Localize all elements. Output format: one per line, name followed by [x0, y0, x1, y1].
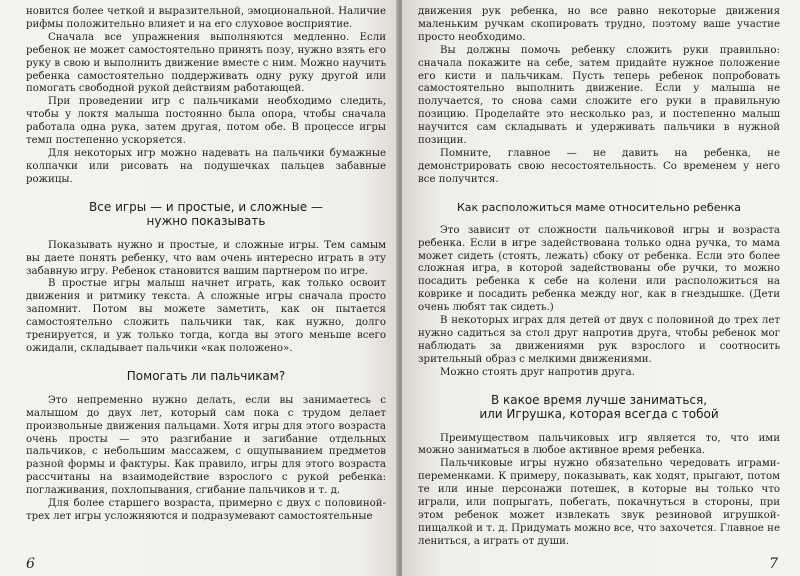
page-number: 7	[769, 556, 778, 572]
paragraph: Это непременно нужно делать, если вы занимаетесь с малышом до двух лет, который сам пока с трудом делает произвольные движения пальцами. Хотя игры для этого возраста очень просты — это разгибание и загибание отдельных пальчиков, с небольшим массажем, с ощупыванием предметов разной формы и фактуры. Как правило, игры для этого возраста рассчитаны на взаимодействие взрослого с рукой ребенка: поглаживания, похлопывания, сгибание пальчиков и т. д.	[26, 394, 386, 497]
page-number: 6	[26, 556, 35, 572]
paragraph: Помните, главное — не давить на ребенка, не демонстрировать свою несостоятельность. Со временем у него все получится.	[418, 147, 780, 185]
section-heading	[26, 200, 386, 228]
paragraph: движения рук ребенка, но все равно некоторые движения маленьким ручкам скопировать трудно, поэтому ваше участие просто необходимо.	[418, 6, 780, 43]
section-heading	[418, 201, 780, 215]
paragraph: В простые игры малыш начнет играть, как только освоит движения и ритмику текста. А сложные игры сначала просто запомнит. Потом вы можете заметить, как он пытается самостоятельно сложить пальчики так, как нужно, долго тренируется, и уж только тогда, когда вы этого меньше всего ожидали, складывает пальчики «как положено».	[26, 278, 386, 354]
paragraph: Для более старшего возраста, примерно с двух с половиной-трех лет игры усложняются и подразумевают самостоятельные	[26, 498, 386, 522]
heading-line: Как расположиться маме относительно ребенка	[456, 200, 742, 214]
left-intro	[26, 6, 386, 187]
paragraph: Это зависит от сложности пальчиковой игры и возраста ребенка. Если в игре задействована только одна ручка, то мама может сидеть (стоять, лежать) сбоку от ребенка. Если это более сложная игра, в которой задействованы обе ручки, то можно посадить ребенка к себе на колени или расположиться на коврике и посадить ребенка между ног, как в гнездышке. (Дети очень любят так сидеть.)	[418, 224, 780, 314]
heading-line: Все игры — и простые, и сложные —	[89, 199, 323, 214]
paragraph: Показывать нужно и простые, и сложные игры. Тем самым вы даете понять ребенку, что вам очень интересно играть в эту забавную игру. Ребенок становится вашим партнером по игре.	[26, 239, 386, 277]
paragraph: В некоторых играх для детей от двух с половиной до трех лет нужно садиться за стол друг напротив друга, чтобы ребенок мог наблюдать за движениями рук взрослого и соотносить зрительный образ с мелкими движениями.	[418, 315, 780, 365]
heading-line: или Игрушка, которая всегда с тобой	[479, 406, 719, 421]
right-page	[402, 0, 800, 576]
heading-line: нужно показывать	[146, 213, 266, 228]
paragraph: При проведении игр с пальчиками необходимо следить, чтобы у локтя малыша постоянно была опора, чтобы сначала работала одна рука, затем другая, потом обе. В процессе игры темп постепенно ускоряется.	[26, 96, 386, 147]
paragraph: Преимуществом пальчиковых игр является то, что ими можно заниматься в любое активное время ребенка.	[418, 432, 780, 457]
paragraph: Для некоторых игр можно надевать на пальчики бумажные колпачки или рисовать на подушечках пальцев забавные рожицы.	[26, 147, 386, 185]
paragraph: новится более четкой и выразительной, эмоциональной. Наличие рифмы положительно влияет и на его слуховое восприятие.	[26, 6, 386, 30]
section-heading	[418, 393, 780, 421]
left-page	[0, 0, 398, 576]
paragraph: Сначала все упражнения выполняются медленно. Если ребенок не может самостоятельно принять позу, нужно взять его руку в свою и выполнить движение вместе с ним. Можно научить ребенка самостоятельно поддерживать одну руку другой или помогать свободной рукой действиям работающей.	[26, 31, 386, 95]
heading-line: Помогать ли пальчикам?	[126, 368, 286, 383]
paragraph: Можно стоять друг напротив друга.	[440, 366, 635, 378]
paragraph: Пальчиковые игры нужно обязательно чередовать играми-переменками. К примеру, показывать, как ходят, прыгают, потом те или иные персонажи потешек, в которые вы только что играли, или попрыгать, побегать, покачнуться в стороны, при этом ребенок может извлекать звук резиновой игрушкой-пищалкой и т. д. Придумать можно все, что захочется. Главное не лениться, а играть от души.	[418, 458, 780, 547]
section-heading	[26, 369, 386, 383]
paragraph: Вы должны помочь ребенку сложить руки правильно: сначала покажите на себе, затем придайте нужное положение его кисти и пальчикам. Пусть теперь ребенок попробовать самостоятельно выполнить движение. Если у малыша не получается, то снова сами сложите его руки в правильную позицию. Проделайте это несколько раз, и постепенно малыш научится сам складывать и удерживать пальчики в нужной позиции.	[418, 44, 780, 147]
heading-line: В какое время лучше заниматься,	[490, 392, 708, 407]
